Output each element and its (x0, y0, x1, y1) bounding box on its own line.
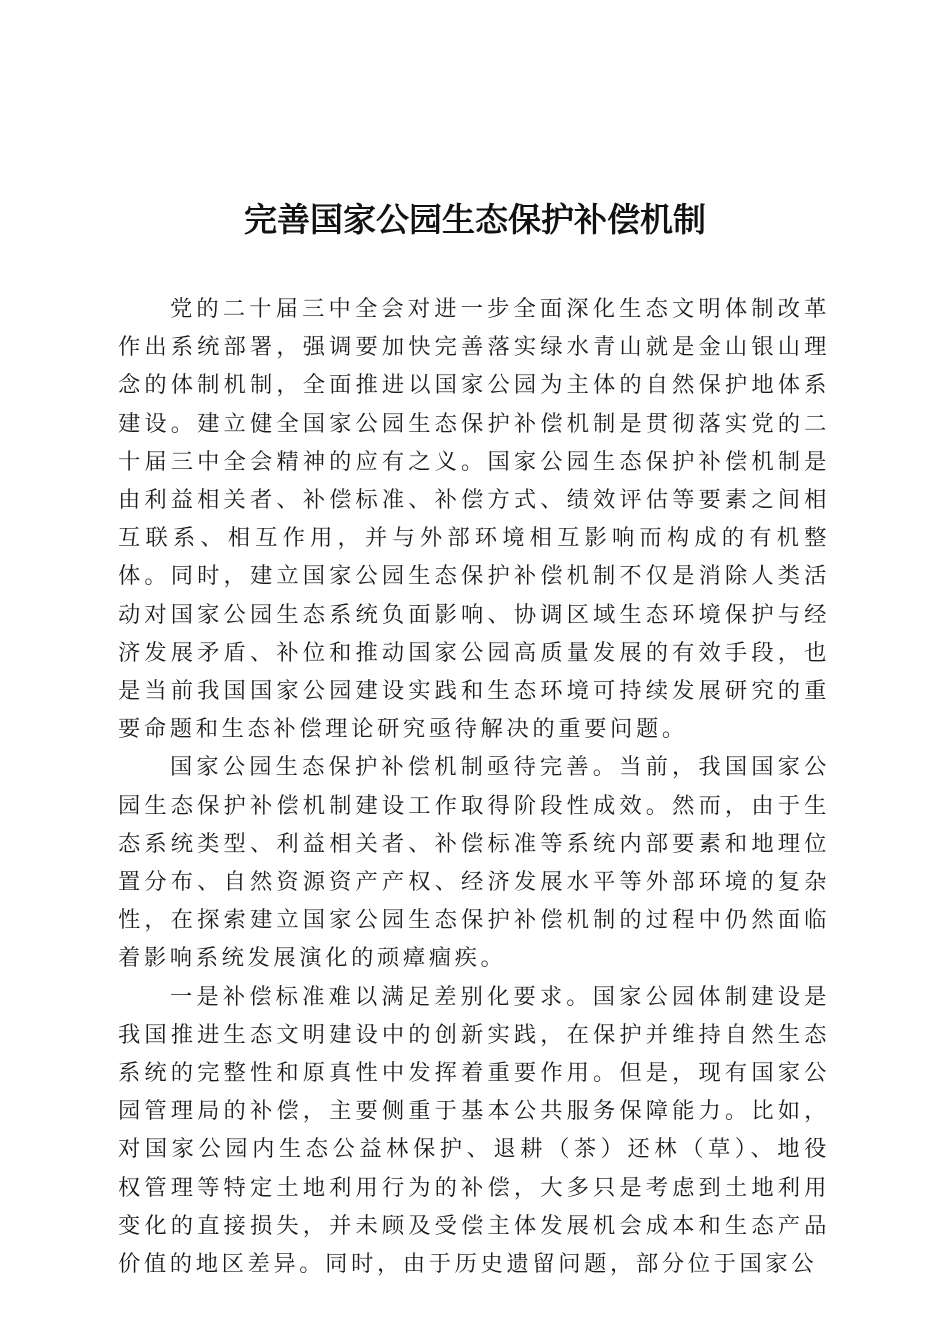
paragraph-2: 国家公园生态保护补偿机制亟待完善。当前，我国国家公园生态保护补偿机制建设工作取得阶段性成效。然而，由于生态系统类型、利益相关者、补偿标准等系统内部要素和地理位置分布、自然资源资产产权、经济发展水平等外部环境的复杂性，在探索建立国家公园生态保护补偿机制的过程中仍然面临着影响系统发展演化的顽瘴痼疾。 (118, 754, 830, 972)
paragraph-1: 党的二十届三中全会对进一步全面深化生态文明体制改革作出系统部署，强调要加快完善落实绿水青山就是金山银山理念的体制机制，全面推进以国家公园为主体的自然保护地体系建设。建立健全国家公园生态保护补偿机制是贯彻落实党的二十届三中全会精神的应有之义。国家公园生态保护补偿机制是由利益相关者、补偿标准、补偿方式、绩效评估等要素之间相互联系、相互作用，并与外部环境相互影响而构成的有机整体。同时，建立国家公园生态保护补偿机制不仅是消除人类活动对国家公园生态系统负面影响、协调区域生态环境保护与经济发展矛盾、补位和推动国家公园高质量发展的有效手段，也是当前我国国家公园建设实践和生态环境可持续发展研究的重要命题和生态补偿理论研究亟待解决的重要问题。 (118, 296, 830, 743)
document-body (118, 290, 830, 1283)
document-title: 完善国家公园生态保护补偿机制 (244, 200, 706, 239)
paragraph-3: 一是补偿标准难以满足差别化要求。国家公园体制建设是我国推进生态文明建设中的创新实践，在保护并维持自然生态系统的完整性和原真性中发挥着重要作用。但是，现有国家公园管理局的补偿，主要侧重于基本公共服务保障能力。比如，对国家公园内生态公益林保护、退耕（茶）还林（草）、地役权管理等特定土地利用行为的补偿，大多只是考虑到土地利用变化的直接损失，并未顾及受偿主体发展机会成本和生态产品价值的地区差异。同时，由于历史遗留问题，部分位于国家公 (118, 983, 830, 1278)
